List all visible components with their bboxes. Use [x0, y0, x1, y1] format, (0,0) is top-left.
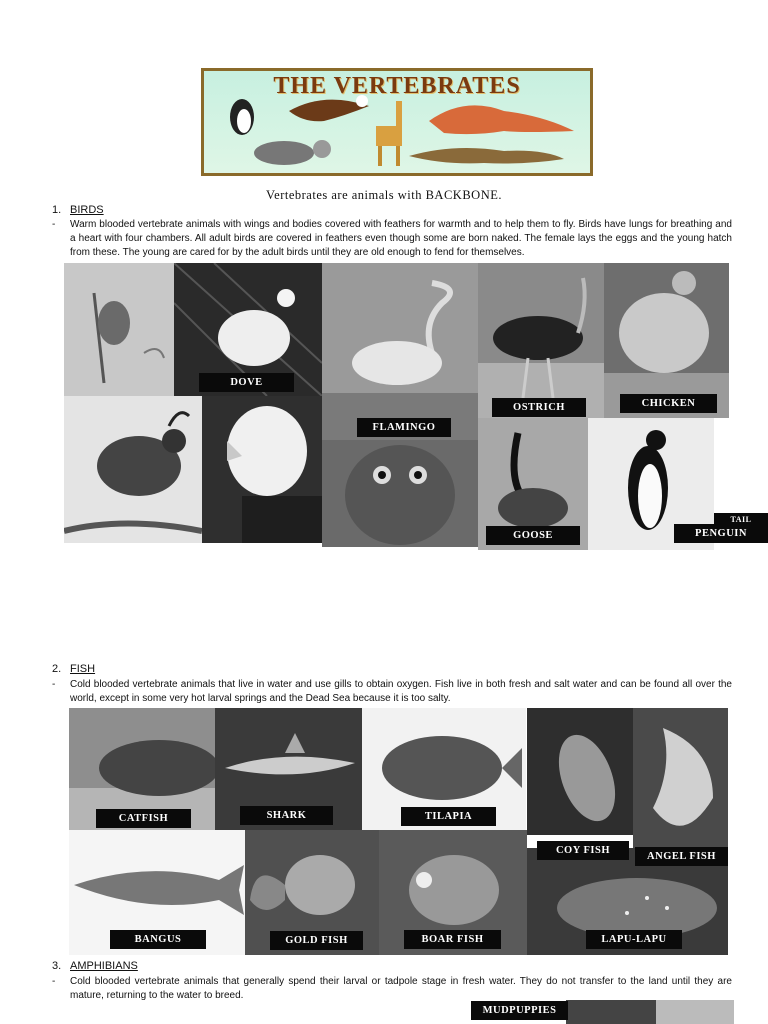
intro-sentence: Vertebrates are animals with BACKBONE. [266, 188, 502, 202]
amphibian-photo-mudpuppy [566, 1000, 734, 1024]
title-banner [201, 68, 593, 176]
label-penguin: PENGUIN [674, 524, 768, 543]
amphibians-heading: 3. AMPHIBIANS [52, 960, 138, 972]
label-shark: SHARK [240, 806, 333, 825]
label-mudpuppies: MUDPUPPIES [471, 1001, 568, 1020]
bird-photo-songbird [64, 263, 174, 396]
label-flamingo: FLAMINGO [357, 418, 451, 437]
bird-photo-ostrich [478, 263, 604, 418]
banner-title: THE VERTEBRATES [273, 73, 521, 99]
label-lapulapu: LAPU-LAPU [586, 930, 682, 949]
bird-photo-flamingo [322, 263, 478, 440]
label-coyfish: COY FISH [537, 841, 629, 860]
bird-photo-quail [64, 396, 202, 543]
label-boarfish: BOAR FISH [404, 930, 501, 949]
birds-description: - Warm blooded vertebrate animals with wings and bodies covered with feathers for warmth and to help them to fly. Birds have lungs for breathing and a heart with four chambers. All adult birds are covered in feathers even though some are born naked. The female lays the eggs and the young hatch from these. The young are cared for by the adult birds until they are old enough to fend for themselves. [52, 219, 732, 258]
bird-photo-eagle [202, 396, 322, 543]
birds-heading: 1. BIRDS [52, 204, 104, 216]
label-chicken: CHICKEN [620, 394, 717, 413]
bird-photo-owl [322, 440, 478, 547]
fish-photo-angelfish [633, 708, 728, 848]
label-tilapia: TILAPIA [401, 807, 496, 826]
fish-heading: 2. FISH [52, 663, 96, 675]
fish-description: - Cold blooded vertebrate animals that live in water and use gills to obtain oxygen. Fish live in both fresh and salt water and can be found all over the world, except in some very hot larval springs and the Dead Sea because it is too salty. [52, 679, 732, 704]
fish-photo-coyfish [527, 708, 633, 835]
label-dove: DOVE [199, 373, 294, 392]
amphibians-description: - Cold blooded vertebrate animals that generally spend their larval or tadpole stage in fresh water. They do not transfer to the land until they are mature, returning to the water to breed. [52, 976, 732, 1001]
label-goose: GOOSE [486, 526, 580, 545]
label-bangus: BANGUS [110, 930, 206, 949]
label-angelfish: ANGEL FISH [635, 847, 728, 866]
label-ostrich: OSTRICH [492, 398, 586, 417]
label-catfish: CATFISH [96, 809, 191, 828]
label-goldfish: GOLD FISH [270, 931, 363, 950]
label-tail: TAIL [714, 513, 768, 526]
